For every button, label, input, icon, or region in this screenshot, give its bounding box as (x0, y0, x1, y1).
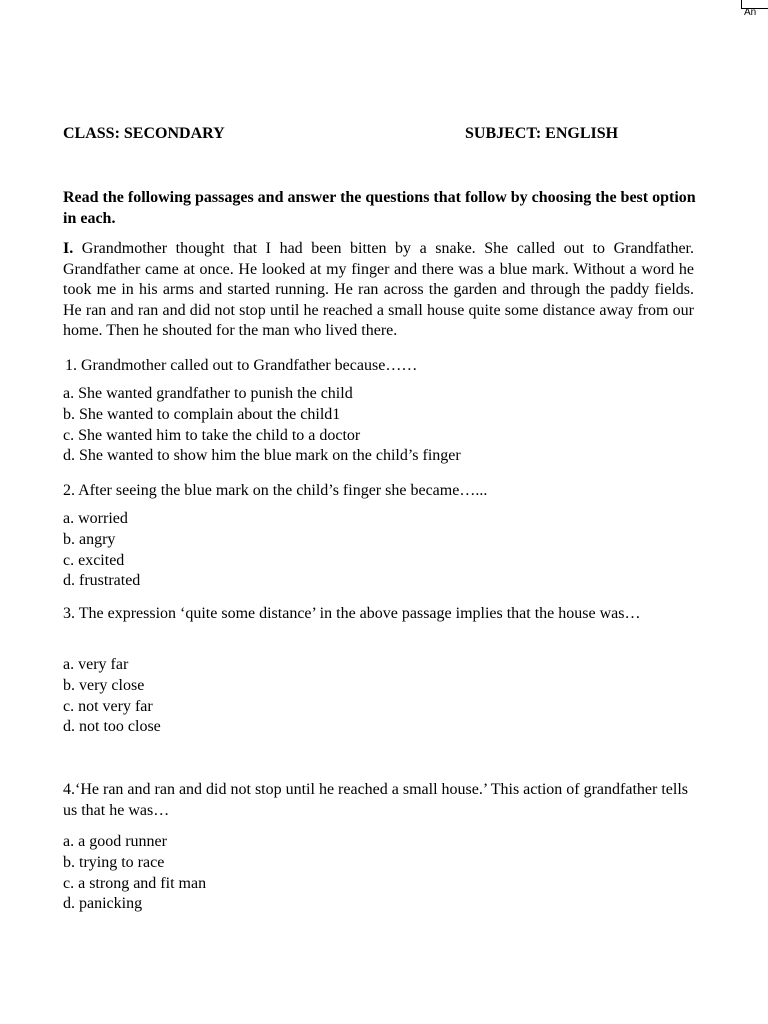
question-4-options (63, 832, 703, 915)
option-2b: b. angry (63, 530, 116, 548)
passage (63, 239, 694, 342)
corner-label: An (744, 7, 757, 18)
question-2-options (63, 509, 703, 592)
option-4b: b. trying to race (63, 853, 165, 871)
option-3d: d. not too close (63, 718, 161, 736)
passage-text: Grandmother thought that I had been bitten by a snake. She called out to Grandfather. Grandfather came at once. He looked at my finger and there was a blue mark. Without a word he took me in his arms and started running. He ran across the garden and through the paddy fields. He ran and ran and did not stop until he reached a small house quite some distance away from our home. Then he shouted for the man who lived there. (63, 240, 694, 340)
option-1a: a. She wanted grandfather to punish the child (63, 385, 353, 402)
passage-number: I. (63, 240, 74, 257)
question-3-options (63, 655, 703, 738)
option-4d: d. panicking (63, 895, 143, 913)
question-4: 4.‘He ran and ran and did not stop until he reached a small house.’ This action of grandfather tells us that he was… (63, 781, 688, 819)
option-1b: b. She wanted to complain about the child1 (63, 405, 341, 423)
option-2c: c. excited (63, 551, 125, 569)
question-1-options (63, 384, 703, 467)
option-4c: c. a strong and fit man (63, 874, 207, 892)
class-heading: CLASS: SECONDARY (63, 125, 225, 142)
instructions: Read the following passages and answer the questions that follow by choosing the best option in each. (63, 189, 696, 227)
subject-heading: SUBJECT: ENGLISH (465, 125, 619, 142)
option-3c: c. not very far (63, 697, 153, 715)
question-2: 2. After seeing the blue mark on the child’s finger she became…... (63, 482, 488, 499)
question-3: 3. The expression ‘quite some distance’ in the above passage implies that the house was… (63, 605, 641, 622)
option-2a: a. worried (63, 510, 128, 527)
option-3a: a. very far (63, 656, 129, 673)
question-1: 1. Grandmother called out to Grandfather because…… (65, 357, 418, 374)
option-2d: d. frustrated (63, 572, 141, 590)
option-4a: a. a good runner (63, 833, 167, 850)
option-3b: b. very close (63, 676, 145, 694)
option-1d: d. She wanted to show him the blue mark on the child’s finger (63, 447, 461, 465)
option-1c: c. She wanted him to take the child to a doctor (63, 426, 361, 444)
